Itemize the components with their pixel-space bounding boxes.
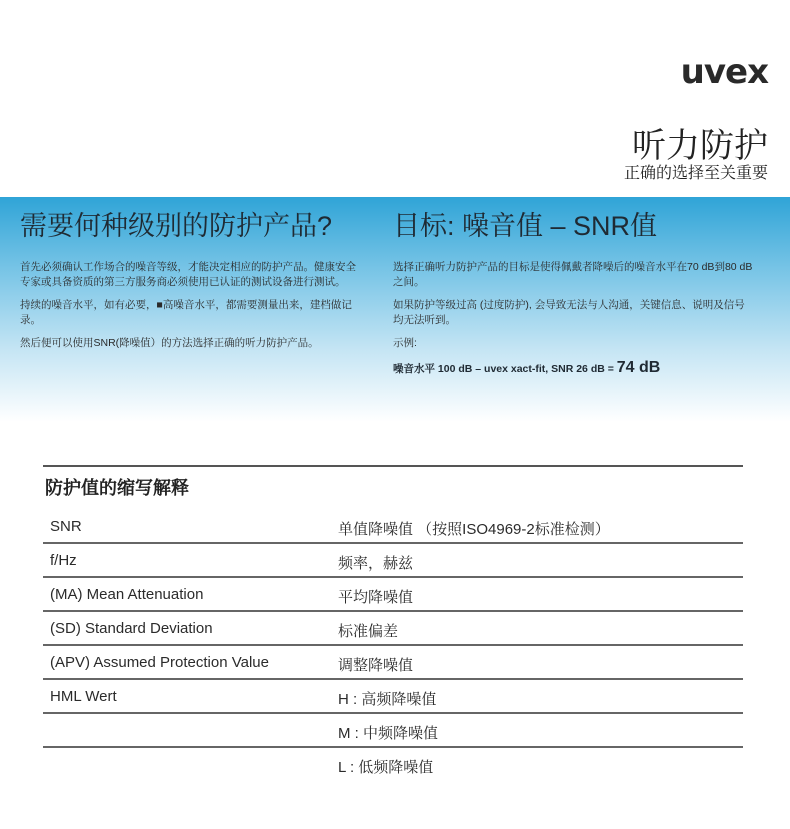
table-row [43, 680, 743, 714]
row-value: M : 中频降噪值 [338, 725, 438, 742]
section-heading: 需要何种级别的防护产品? [20, 211, 333, 241]
table-row [43, 544, 743, 578]
row-value: 频率，赫兹 [338, 555, 414, 572]
table-top-rule [43, 465, 743, 467]
row-value: L : 低频降噪值 [338, 759, 434, 776]
row-key: SNR [50, 518, 82, 535]
example-text: 噪音水平 100 dB – uvex xact-fit, SNR 26 dB = [393, 363, 617, 375]
row-value: 标准偏差 [338, 623, 399, 640]
uvex-logo: uvex [680, 52, 768, 92]
paragraph: 如果防护等级过高 (过度防护), 会导致无法与人沟通，关键信息、说明及信号均无法听到。 [393, 299, 745, 326]
row-value: H : 高频降噪值 [338, 691, 437, 708]
table-row [43, 748, 743, 780]
abbreviation-table [43, 510, 743, 780]
table-row [43, 578, 743, 612]
row-key: (SD) Standard Deviation [50, 620, 213, 637]
row-key: (MA) Mean Attenuation [50, 586, 204, 603]
table-row [43, 646, 743, 680]
table-title: 防护值的缩写解释 [45, 478, 189, 498]
example-line [393, 359, 753, 377]
table-row [43, 510, 743, 544]
example-label: 示例: [393, 337, 417, 349]
table-row [43, 612, 743, 646]
target-snr-section [393, 210, 753, 377]
row-key: HML Wert [50, 688, 117, 705]
paragraph: 首先必须确认工作场合的噪音等级，才能决定相应的防护产品。健康安全专家或具备资质的第三方服务商必须使用已认证的测试设备进行测试。 [20, 261, 356, 288]
page-subtitle: 正确的选择至关重要 [623, 165, 768, 182]
row-value: 调整降噪值 [338, 657, 414, 674]
example-result: 74 dB [616, 359, 661, 376]
row-value: 平均降噪值 [338, 589, 414, 606]
row-key: (APV) Assumed Protection Value [50, 654, 269, 671]
page-title: 听力防护 [632, 127, 768, 165]
section-heading: 目标: 噪音值 – SNR值 [393, 211, 658, 241]
paragraph: 然后便可以使用SNR(降噪值）的方法选择正确的听力防护产品。 [20, 337, 319, 349]
row-key: f/Hz [50, 552, 77, 569]
paragraph: 选择正确听力防护产品的目标是使得佩戴者降噪后的噪音水平在70 dB到80 dB之间。 [393, 261, 753, 288]
row-value: 单值降噪值 （按照ISO4969-2标准检测） [338, 521, 610, 538]
protection-level-section [20, 210, 365, 359]
table-row [43, 714, 743, 748]
paragraph: 持续的噪音水平，如有必要，■高噪音水平，都需要测量出来，建档做记录。 [20, 299, 352, 326]
